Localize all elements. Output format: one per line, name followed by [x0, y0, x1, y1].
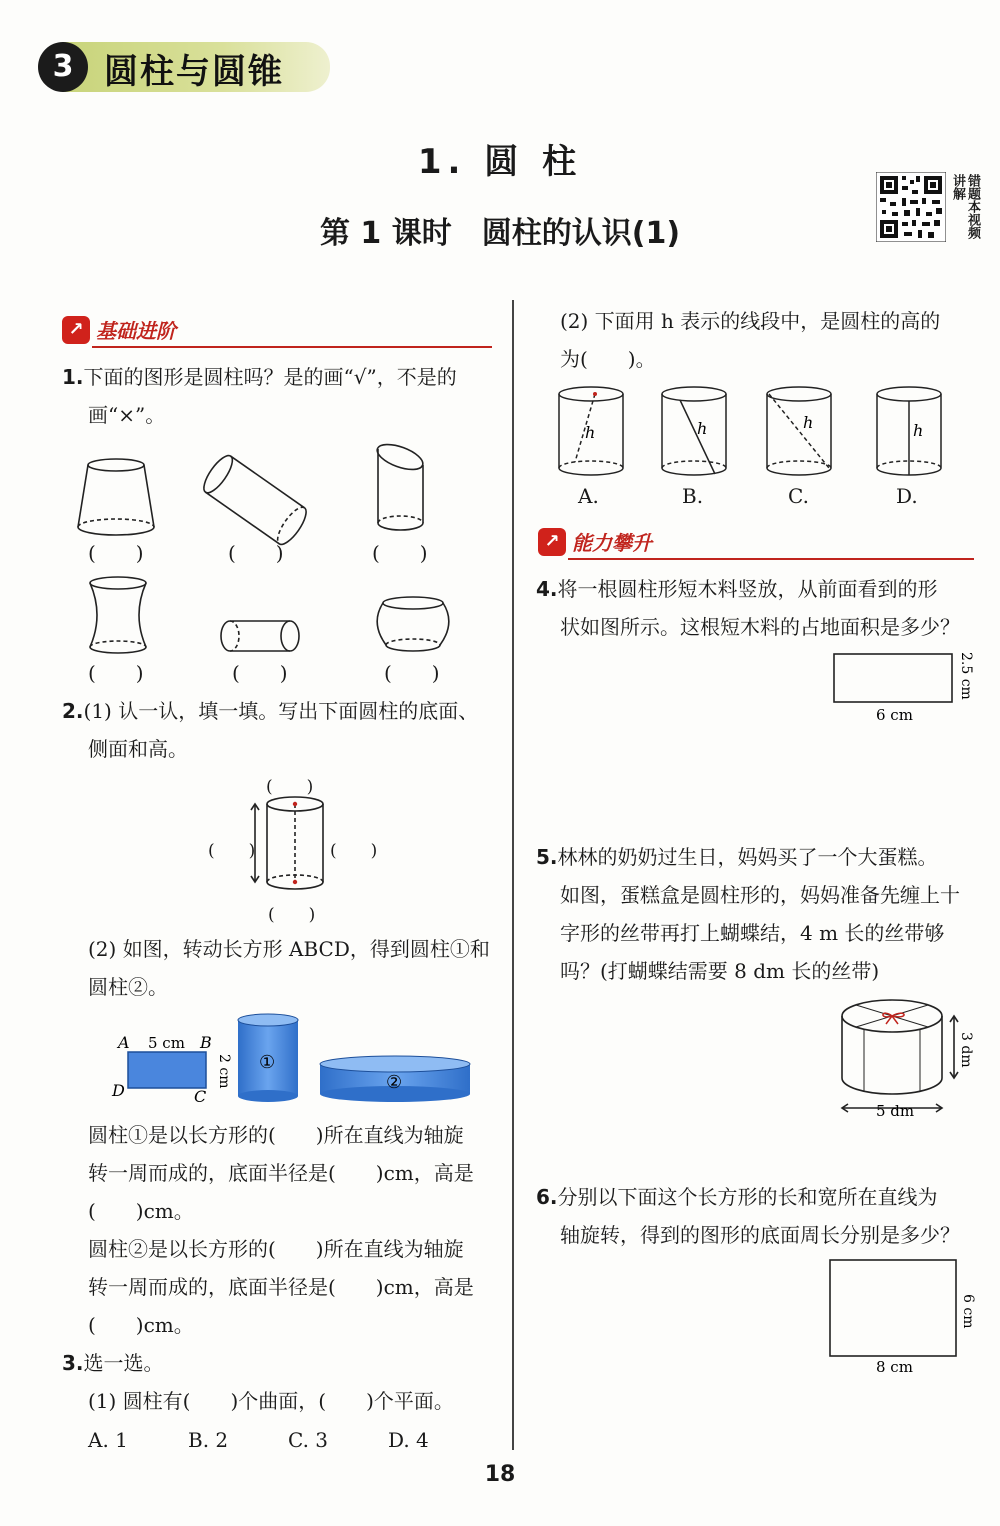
- q3-option-2b[interactable]: B.: [682, 484, 704, 508]
- q6-rectangle: [830, 1260, 956, 1356]
- q3-option-c[interactable]: C. 3: [288, 1428, 329, 1452]
- q2-part1-line2: 侧面和高。: [88, 737, 188, 761]
- q1-blank-1[interactable]: ( ): [88, 541, 144, 565]
- q3-cylinder-b: [662, 387, 726, 475]
- q6-text: [536, 1178, 986, 1254]
- q2-blank-left[interactable]: ( ): [208, 841, 256, 861]
- q3-part1-text: (1) 圆柱有( )个曲面，( )个平面。: [88, 1389, 454, 1413]
- q2-blank-top[interactable]: ( ): [266, 777, 314, 797]
- q2-answer-1-line1: 圆柱①是以长方形的( )所在直线为轴旋: [88, 1123, 464, 1147]
- q1-blank-6[interactable]: ( ): [384, 661, 440, 685]
- banner-basic-icon: ↗: [62, 316, 90, 344]
- cylinder-1-label: ①: [259, 1052, 276, 1073]
- rect-length-label: 5 cm: [148, 1034, 185, 1052]
- rect-label-a: A: [118, 1033, 130, 1052]
- cylinder-2-label: ②: [386, 1072, 403, 1093]
- q3-option-2d[interactable]: D.: [896, 484, 918, 508]
- q3-option-a[interactable]: A. 1: [88, 1428, 128, 1452]
- q3-cylinder-c: [767, 387, 831, 475]
- q5-height-label: 3 dm: [958, 1032, 974, 1068]
- q1-blank-3[interactable]: ( ): [372, 541, 428, 565]
- banner-advanced-line: [568, 558, 974, 560]
- banner-advanced: [538, 524, 974, 560]
- q2-answer-1: [88, 1116, 508, 1230]
- rect-label-b: B: [200, 1033, 212, 1052]
- q2-answer-2-line2: 转一周而成的，底面半径是( )cm，高是: [88, 1275, 474, 1299]
- q3-title: [62, 1344, 164, 1382]
- chapter-number: 3: [38, 42, 88, 92]
- section-title: 1. 圆 柱: [417, 142, 583, 182]
- q4-height-label: 2.5 cm: [958, 652, 974, 700]
- q2-part2-line1: (2) 如图，转动长方形 ABCD，得到圆柱①和: [88, 937, 490, 961]
- q3-cylinder-d: [877, 387, 941, 475]
- q3-number: 3.: [62, 1351, 84, 1375]
- q1-hourglass-shape: [90, 577, 146, 653]
- q3-title-text: 选一选。: [83, 1351, 164, 1375]
- q3-h-label-a: h: [585, 423, 596, 442]
- q2-answer-2: [88, 1230, 508, 1344]
- q2-number: 2.: [62, 699, 84, 723]
- q3-height-figure: [555, 382, 955, 482]
- q3-option-b[interactable]: B. 2: [188, 1428, 229, 1452]
- q1-blank-4[interactable]: ( ): [88, 661, 144, 685]
- qr-code-icon[interactable]: [876, 172, 946, 242]
- page-number: 18: [484, 1462, 516, 1487]
- q4-text: [536, 570, 986, 646]
- q4-rectangle: [834, 654, 952, 702]
- banner-advanced-icon: ↗: [538, 528, 566, 556]
- q1-frustum-shape: [78, 459, 154, 535]
- q6-line1: 分别以下面这个长方形的长和宽所在直线为: [557, 1185, 938, 1209]
- q2-blank-bottom[interactable]: ( ): [268, 905, 316, 925]
- q2-answer-1-line2: 转一周而成的，底面半径是( )cm，高是: [88, 1161, 474, 1185]
- q5-cake-figure: [832, 988, 982, 1123]
- q1-text-line2: 画“×”。: [88, 403, 166, 427]
- q2-answer-2-line3: ( )cm。: [88, 1313, 194, 1337]
- q5-line2: 如图，蛋糕盒是圆柱形的，妈妈准备先缠上十: [560, 883, 960, 907]
- q2-blank-right[interactable]: ( ): [330, 841, 378, 861]
- q1-number: 1.: [62, 365, 84, 389]
- q1-text: [62, 358, 502, 434]
- q4-rectangle-figure: [828, 648, 980, 728]
- q6-number: 6.: [536, 1185, 558, 1209]
- q3-h-label-c: h: [803, 413, 814, 432]
- q6-length-label: 8 cm: [876, 1358, 913, 1376]
- q4-line2: 状如图所示。这根短木料的占地面积是多少？: [560, 615, 960, 639]
- q2-part1-text: [62, 692, 502, 768]
- banner-basic-label: 基础进阶: [96, 319, 176, 343]
- q1-horizontal-cylinder-shape: [221, 621, 299, 651]
- banner-basic: [62, 312, 492, 348]
- q1-text-line1: 下面的图形是圆柱吗？是的画“√”，不是的: [83, 365, 457, 389]
- q1-blank-2[interactable]: ( ): [228, 541, 284, 565]
- rect-label-d: D: [112, 1081, 125, 1100]
- q1-slanted-cylinder-shape: [374, 439, 426, 530]
- q2-answer-2-line1: 圆柱②是以长方形的( )所在直线为轴旋: [88, 1237, 464, 1261]
- q1-barrel-shape: [377, 597, 449, 651]
- q3-part2-line2: 为( )。: [560, 347, 656, 371]
- q5-text: [536, 838, 986, 990]
- q3-part2-text: [560, 302, 990, 378]
- q2-part1-line1: (1) 认一认，填一填。写出下面圆柱的底面、: [83, 699, 479, 723]
- q6-width-label: 6 cm: [960, 1294, 976, 1329]
- q3-part2-line1: (2) 下面用 h 表示的线段中，是圆柱的高的: [560, 309, 941, 333]
- q3-option-2c[interactable]: C.: [788, 484, 809, 508]
- q2-part2-text: [88, 930, 508, 1006]
- q5-line1: 林林的奶奶过生日，妈妈买了一个大蛋糕。: [557, 845, 938, 869]
- rectangle-abcd: [128, 1052, 206, 1088]
- column-divider: [512, 300, 514, 1450]
- q2-part2-line2: 圆柱②。: [88, 975, 168, 999]
- q5-line3: 字形的丝带再打上蝴蝶结，4 m 长的丝带够: [560, 921, 945, 945]
- chapter-title: 圆柱与圆锥: [104, 52, 284, 92]
- q3-h-label-b: h: [697, 419, 708, 438]
- rect-label-c: C: [194, 1087, 207, 1105]
- q5-diameter-label: 5 dm: [876, 1102, 915, 1120]
- q4-length-label: 6 cm: [876, 706, 913, 724]
- qr-label: 错题本视频讲解: [950, 174, 980, 239]
- lesson-title: 第 1 课时 圆柱的认识(1): [319, 216, 681, 251]
- q6-line2: 轴旋转，得到的图形的底面周长分别是多少？: [560, 1223, 960, 1247]
- q5-line4: 吗？(打蝴蝶结需要 8 dm 长的丝带): [560, 959, 880, 983]
- q3-h-label-d: h: [913, 421, 924, 440]
- q3-option-d[interactable]: D. 4: [388, 1428, 429, 1452]
- q4-line1: 将一根圆柱形短木料竖放，从前面看到的形: [557, 577, 938, 601]
- q5-number: 5.: [536, 845, 558, 869]
- q1-blank-5[interactable]: ( ): [232, 661, 288, 685]
- q3-option-2a[interactable]: A.: [578, 484, 599, 508]
- rect-width-label: 2 cm: [216, 1054, 232, 1089]
- q2-answer-1-line3: ( )cm。: [88, 1199, 194, 1223]
- q2-rotation-figure: [108, 1010, 478, 1105]
- q6-rectangle-figure: [824, 1254, 984, 1379]
- banner-advanced-label: 能力攀升: [572, 531, 652, 555]
- banner-basic-line: [92, 346, 492, 348]
- q4-number: 4.: [536, 577, 558, 601]
